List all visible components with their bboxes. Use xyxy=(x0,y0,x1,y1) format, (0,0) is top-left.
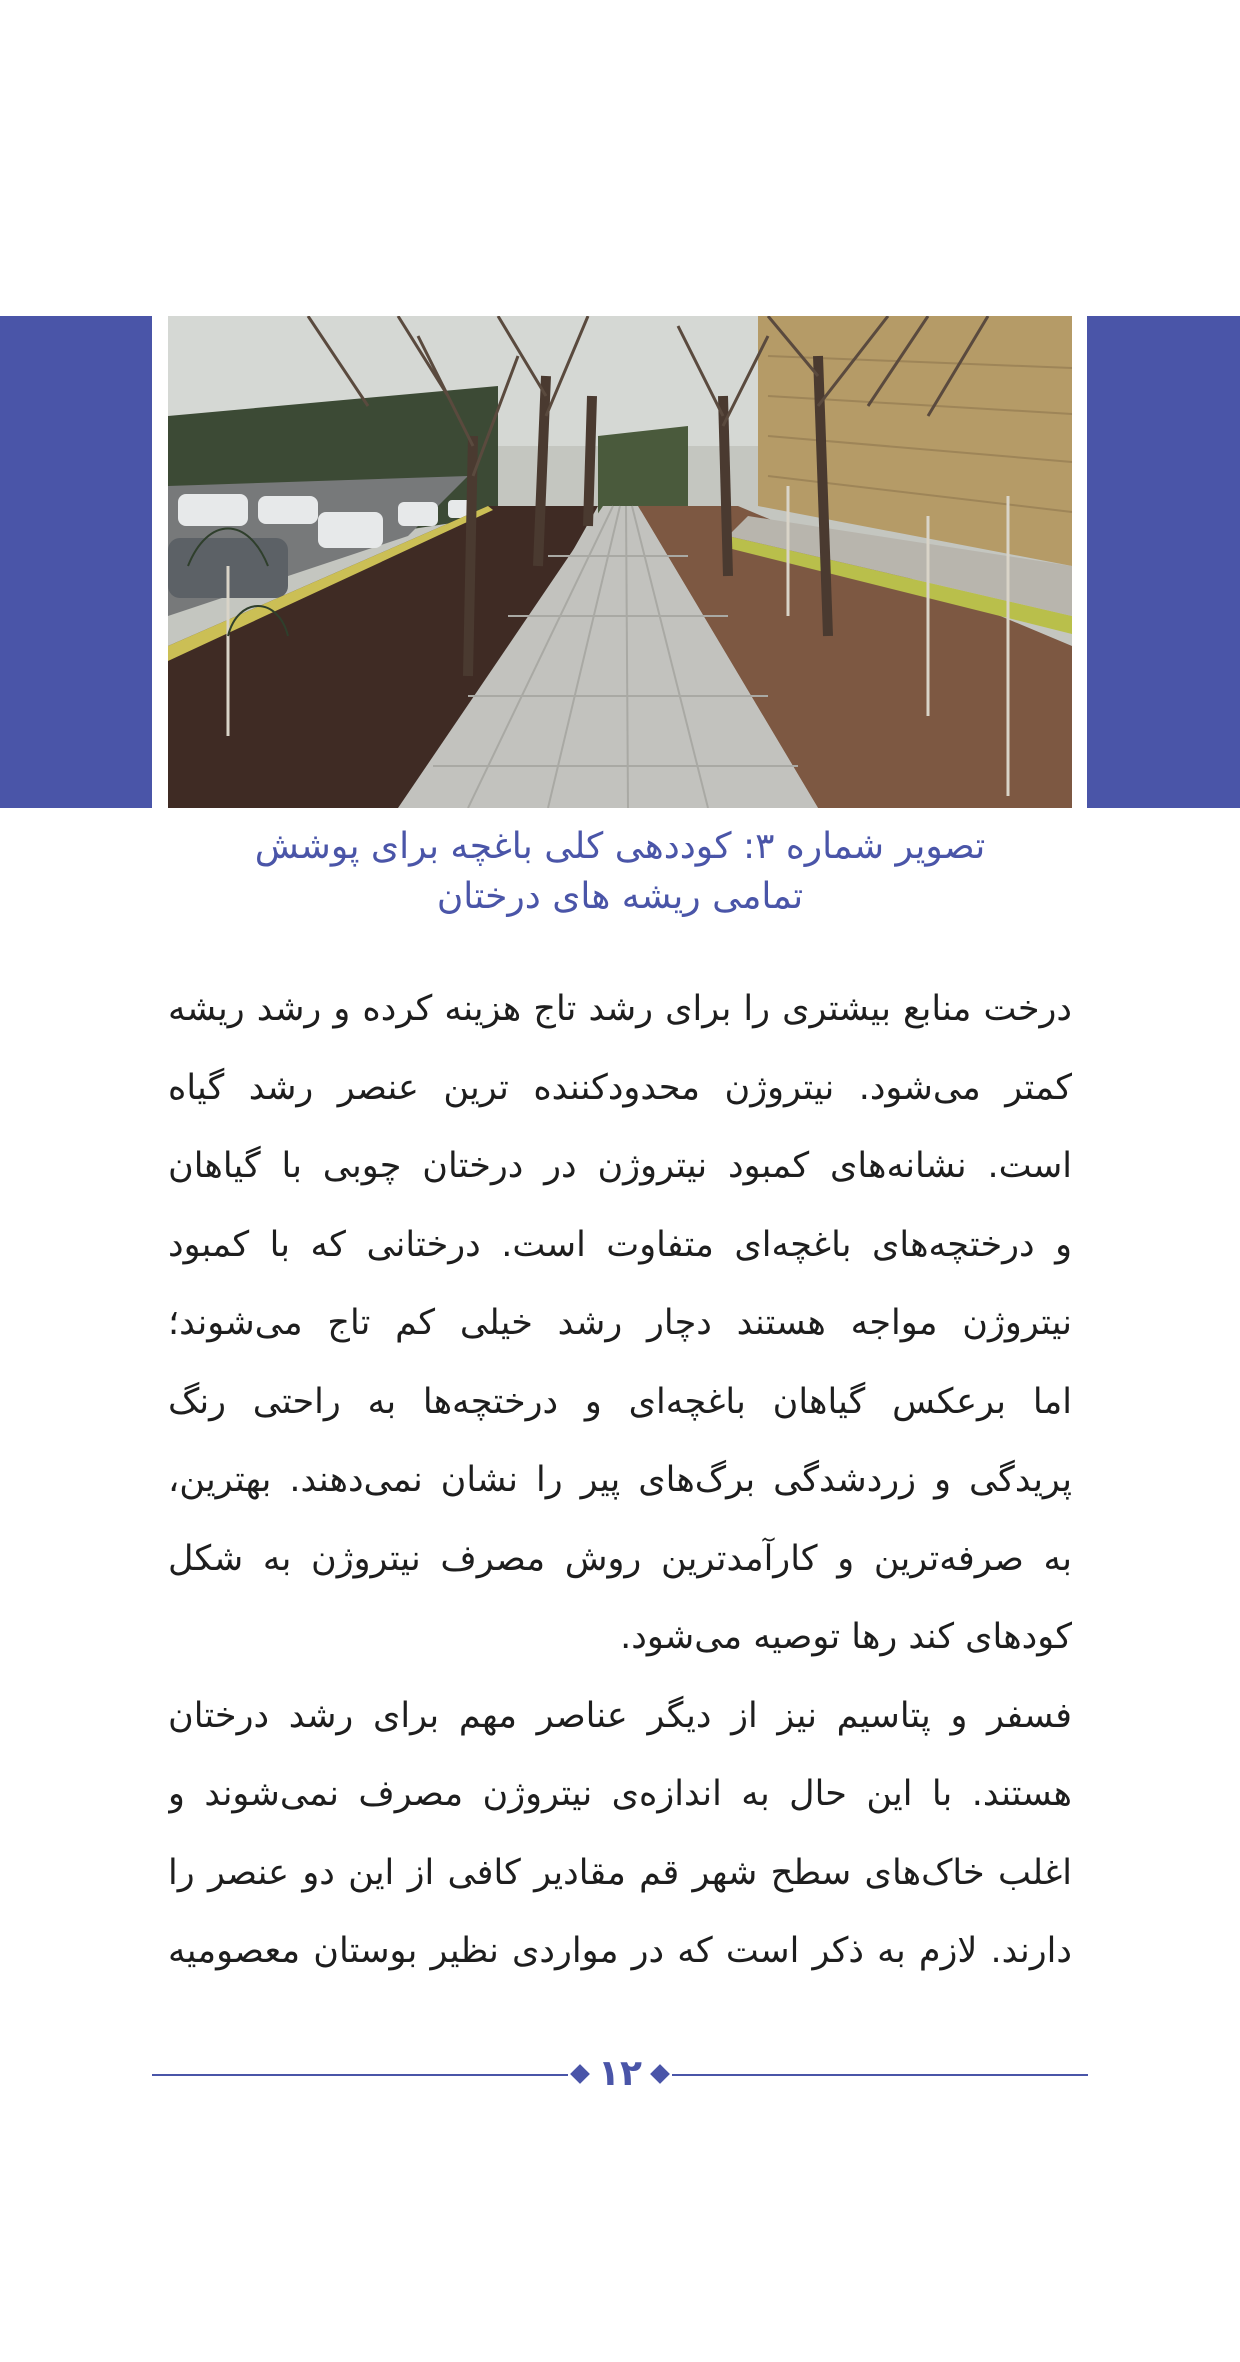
diamond-ornament-icon xyxy=(650,2064,670,2084)
figure-caption xyxy=(168,822,1072,922)
footer-rule-left xyxy=(152,2074,568,2076)
right-accent-band xyxy=(1087,316,1240,808)
body-line: فسفر و پتاسیم نیز از دیگر عناصر مهم برای رشد درختان xyxy=(168,1695,1072,1736)
body-line: درخت منابع بیشتری را برای رشد تاج هزینه کرده و رشد ریشه xyxy=(168,989,1072,1029)
caption-line: تصویر شماره ۳: کوددهی کلی باغچه برای پوشش xyxy=(254,826,986,867)
body-line: کودهای کند رها توصیه می‌شود. xyxy=(620,1617,1072,1657)
body-line: اما برعکس گیاهان باغچه‌ای و درختچه‌ها به راحتی رنگ xyxy=(168,1381,1072,1422)
body-line: نیتروژن مواجه هستند دچار رشد خیلی کم تاج می‌شوند؛ xyxy=(168,1303,1072,1343)
body-line: دارند. لازم به ذکر است که در مواردی نظیر بوستان معصومیه xyxy=(168,1931,1072,1971)
garden-walkway-photo xyxy=(168,316,1072,808)
body-paragraphs xyxy=(168,970,1072,1991)
page-footer xyxy=(152,2050,1088,2098)
body-line: کمتر می‌شود. نیتروژن محدودکننده ترین عنصر رشد گیاه xyxy=(168,1067,1072,1108)
body-line: به صرفه‌ترین و کارآمدترین روش مصرف نیتروژن به شکل xyxy=(168,1538,1072,1579)
body-line: اغلب خاک‌های سطح شهر قم مقادیر کافی از این دو عنصر را xyxy=(168,1852,1072,1893)
body-line: است. نشانه‌های کمبود نیتروژن در درختان چوبی با گیاهان xyxy=(168,1146,1072,1186)
left-accent-band xyxy=(0,316,152,808)
caption-line: تمامی ریشه های درختان xyxy=(436,876,804,917)
diamond-ornament-icon xyxy=(570,2064,590,2084)
page-number: ۱۲ xyxy=(598,2053,642,2094)
body-line: پریدگی و زردشدگی برگ‌های پیر را نشان نمی‌دهند. بهترین، xyxy=(168,1460,1072,1500)
body-line: هستند. با این حال به اندازه‌ی نیتروژن مصرف نمی‌شوند و xyxy=(168,1774,1072,1814)
body-line: و درختچه‌های باغچه‌ای متفاوت است. درختانی که با کمبود xyxy=(168,1224,1072,1265)
footer-rule-right xyxy=(672,2074,1088,2076)
